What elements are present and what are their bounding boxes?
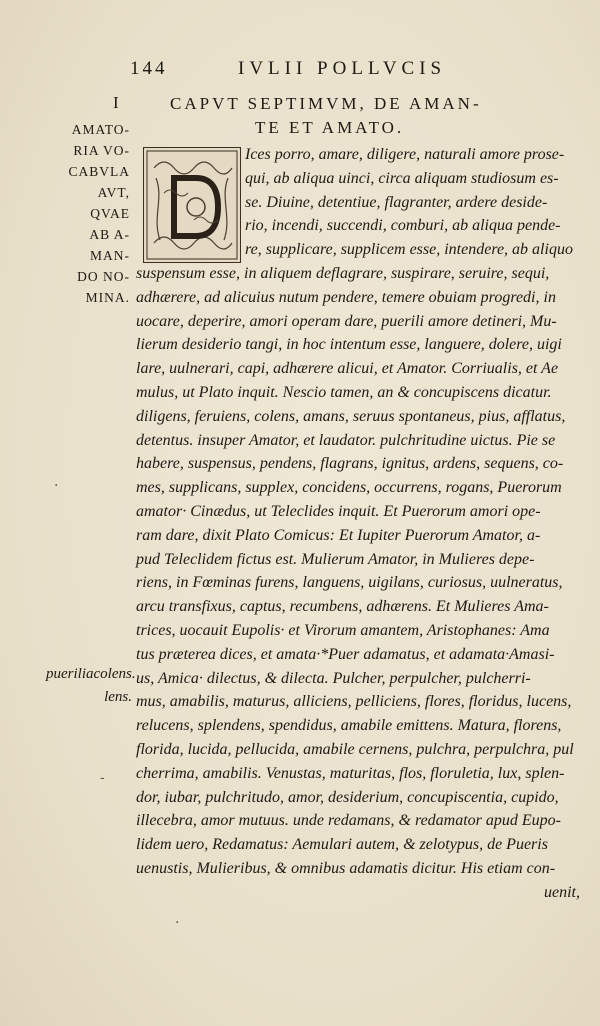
margin-line: MAN- (90, 248, 130, 263)
chapter-title (170, 92, 570, 140)
margin-line: AMATO- (71, 122, 130, 137)
text-line: illecebra, amor mutuus. unde redamans, & redamator apud Eupo- (136, 812, 561, 830)
text-line: uenustis, Mulieribus, & omnibus adamatis dicitur. His etiam con- (136, 859, 556, 877)
margin-line: DO NO- (77, 269, 130, 284)
text-line: uenit, (544, 883, 580, 901)
text-line: arcu transfixus, captus, recumbens, adhærens. Et Mulieres Ama- (136, 598, 549, 616)
text-line: dor, iubar, pulchritudo, amor, desiderium, concupiscentia, cupido, (136, 788, 559, 806)
bleed-mark: - (100, 770, 105, 786)
margin-note-pueriliacolens (46, 663, 136, 709)
text-line: habere, suspensus, pendens, flagrans, ignitus, ardens, sequens, co- (136, 455, 564, 473)
text-line: diligens, feruiens, colens, amans, seruus spontaneus, pius, afflatus, (136, 407, 566, 425)
chapter-title-line-1: CAPVT SEPTIMVM, DE AMAN- (170, 94, 482, 113)
running-title: IVLII POLLVCIS (238, 58, 447, 79)
text-line: qui, ab aliqua uinci, circa aliquam studiosum es- (245, 169, 559, 187)
text-line: cherrima, amabilis. Venustas, maturitas, flos, floruletia, lux, splen- (136, 764, 565, 782)
text-line: florida, lucida, pellucida, amabile cernens, pulchra, perpulchra, pul (136, 740, 574, 758)
text-line: relucens, splendens, spendidus, amabile emittens. Matura, florens, (136, 717, 562, 735)
text-line: mulus, ut Plato inquit. Nescio tamen, an & concupiscens dicatur. (136, 383, 552, 401)
text-line: Ices porro, amare, diligere, naturali amore prose- (245, 146, 565, 163)
margin-line: AB A- (89, 227, 130, 242)
margin-heading (40, 119, 130, 308)
text-line: pud Teleclidem fictus est. Mulierum Amator, in Mulieres depe- (136, 550, 535, 568)
page-number: 144 (130, 58, 168, 79)
text-line: uocare, deperire, amori operam dare, puerili amore detineri, Mu- (136, 312, 557, 330)
chapter-title-line-2: TE ET AMATO. (255, 118, 405, 137)
text-line: suspensum esse, in aliquem deflagrare, suspirare, seruire, sequi, (136, 264, 550, 282)
text-line: lare, uulnerari, capi, adhærere alicui, et Amator. Corriualis, et Ae (136, 360, 559, 378)
side-note-line: lens. (104, 689, 132, 705)
text-line: lierum desiderio tangi, in hoc intentum esse, languere, dolere, uigi (136, 336, 562, 354)
text-line: us, Amica· dilectus, & dilecta. Pulcher, perpulcher, pulcherri- (136, 669, 531, 687)
body-text (136, 143, 586, 905)
text-line: mes, supplicans, supplex, concidens, occurrens, rogans, Puerorum (136, 479, 562, 497)
text-line: re, supplicare, supplicem esse, intendere, ab aliquo (245, 241, 573, 259)
margin-line: RIA VO- (73, 143, 130, 158)
text-line: trices, uocauit Eupolis· et Virorum amantem, Aristophanes: Ama (136, 621, 550, 639)
margin-line: AVT, (97, 185, 130, 200)
text-line: adhærere, ad alicuius nutum pendere, temere obuiam progredi, in (136, 288, 556, 306)
margin-line: MINA. (85, 290, 130, 305)
chapter-number: I (113, 93, 119, 112)
side-note-line: pueriliacolens. (46, 666, 136, 682)
text-line: rio, incendi, succendi, comburi, ab aliqua pende- (245, 217, 561, 235)
bleed-mark: · (54, 478, 59, 494)
text-line: mus, amabilis, maturus, alliciens, pelliciens, flores, floridus, lucens, (136, 693, 572, 711)
text-line: se. Diuine, detentiue, flagranter, ardere deside- (245, 193, 548, 211)
text-line: ram dare, dixit Plato Comicus: Et Iupiter Puerorum Amator, a- (136, 526, 541, 544)
margin-line: QVAE (90, 206, 130, 221)
page-header (130, 58, 530, 82)
text-line: tus præterea dices, et amata·*Puer adamatus, et adamata·Amasi- (136, 645, 555, 663)
text-line: lidem uero, Redamatus: Aemulari autem, & zelotypus, de Pueris (136, 836, 548, 854)
bleed-mark: · (175, 915, 180, 931)
text-line: riens, in Fœminas furens, languens, uigilans, curiosus, uulneratus, (136, 574, 563, 592)
text-line: detentus. insuper Amator, et laudator. pulchritudine uictus. Pie se (136, 431, 556, 449)
margin-line: CABVLA (68, 164, 130, 179)
text-line: amator· Cinædus, ut Teleclides inquit. Et Puerorum amori ope- (136, 502, 541, 520)
